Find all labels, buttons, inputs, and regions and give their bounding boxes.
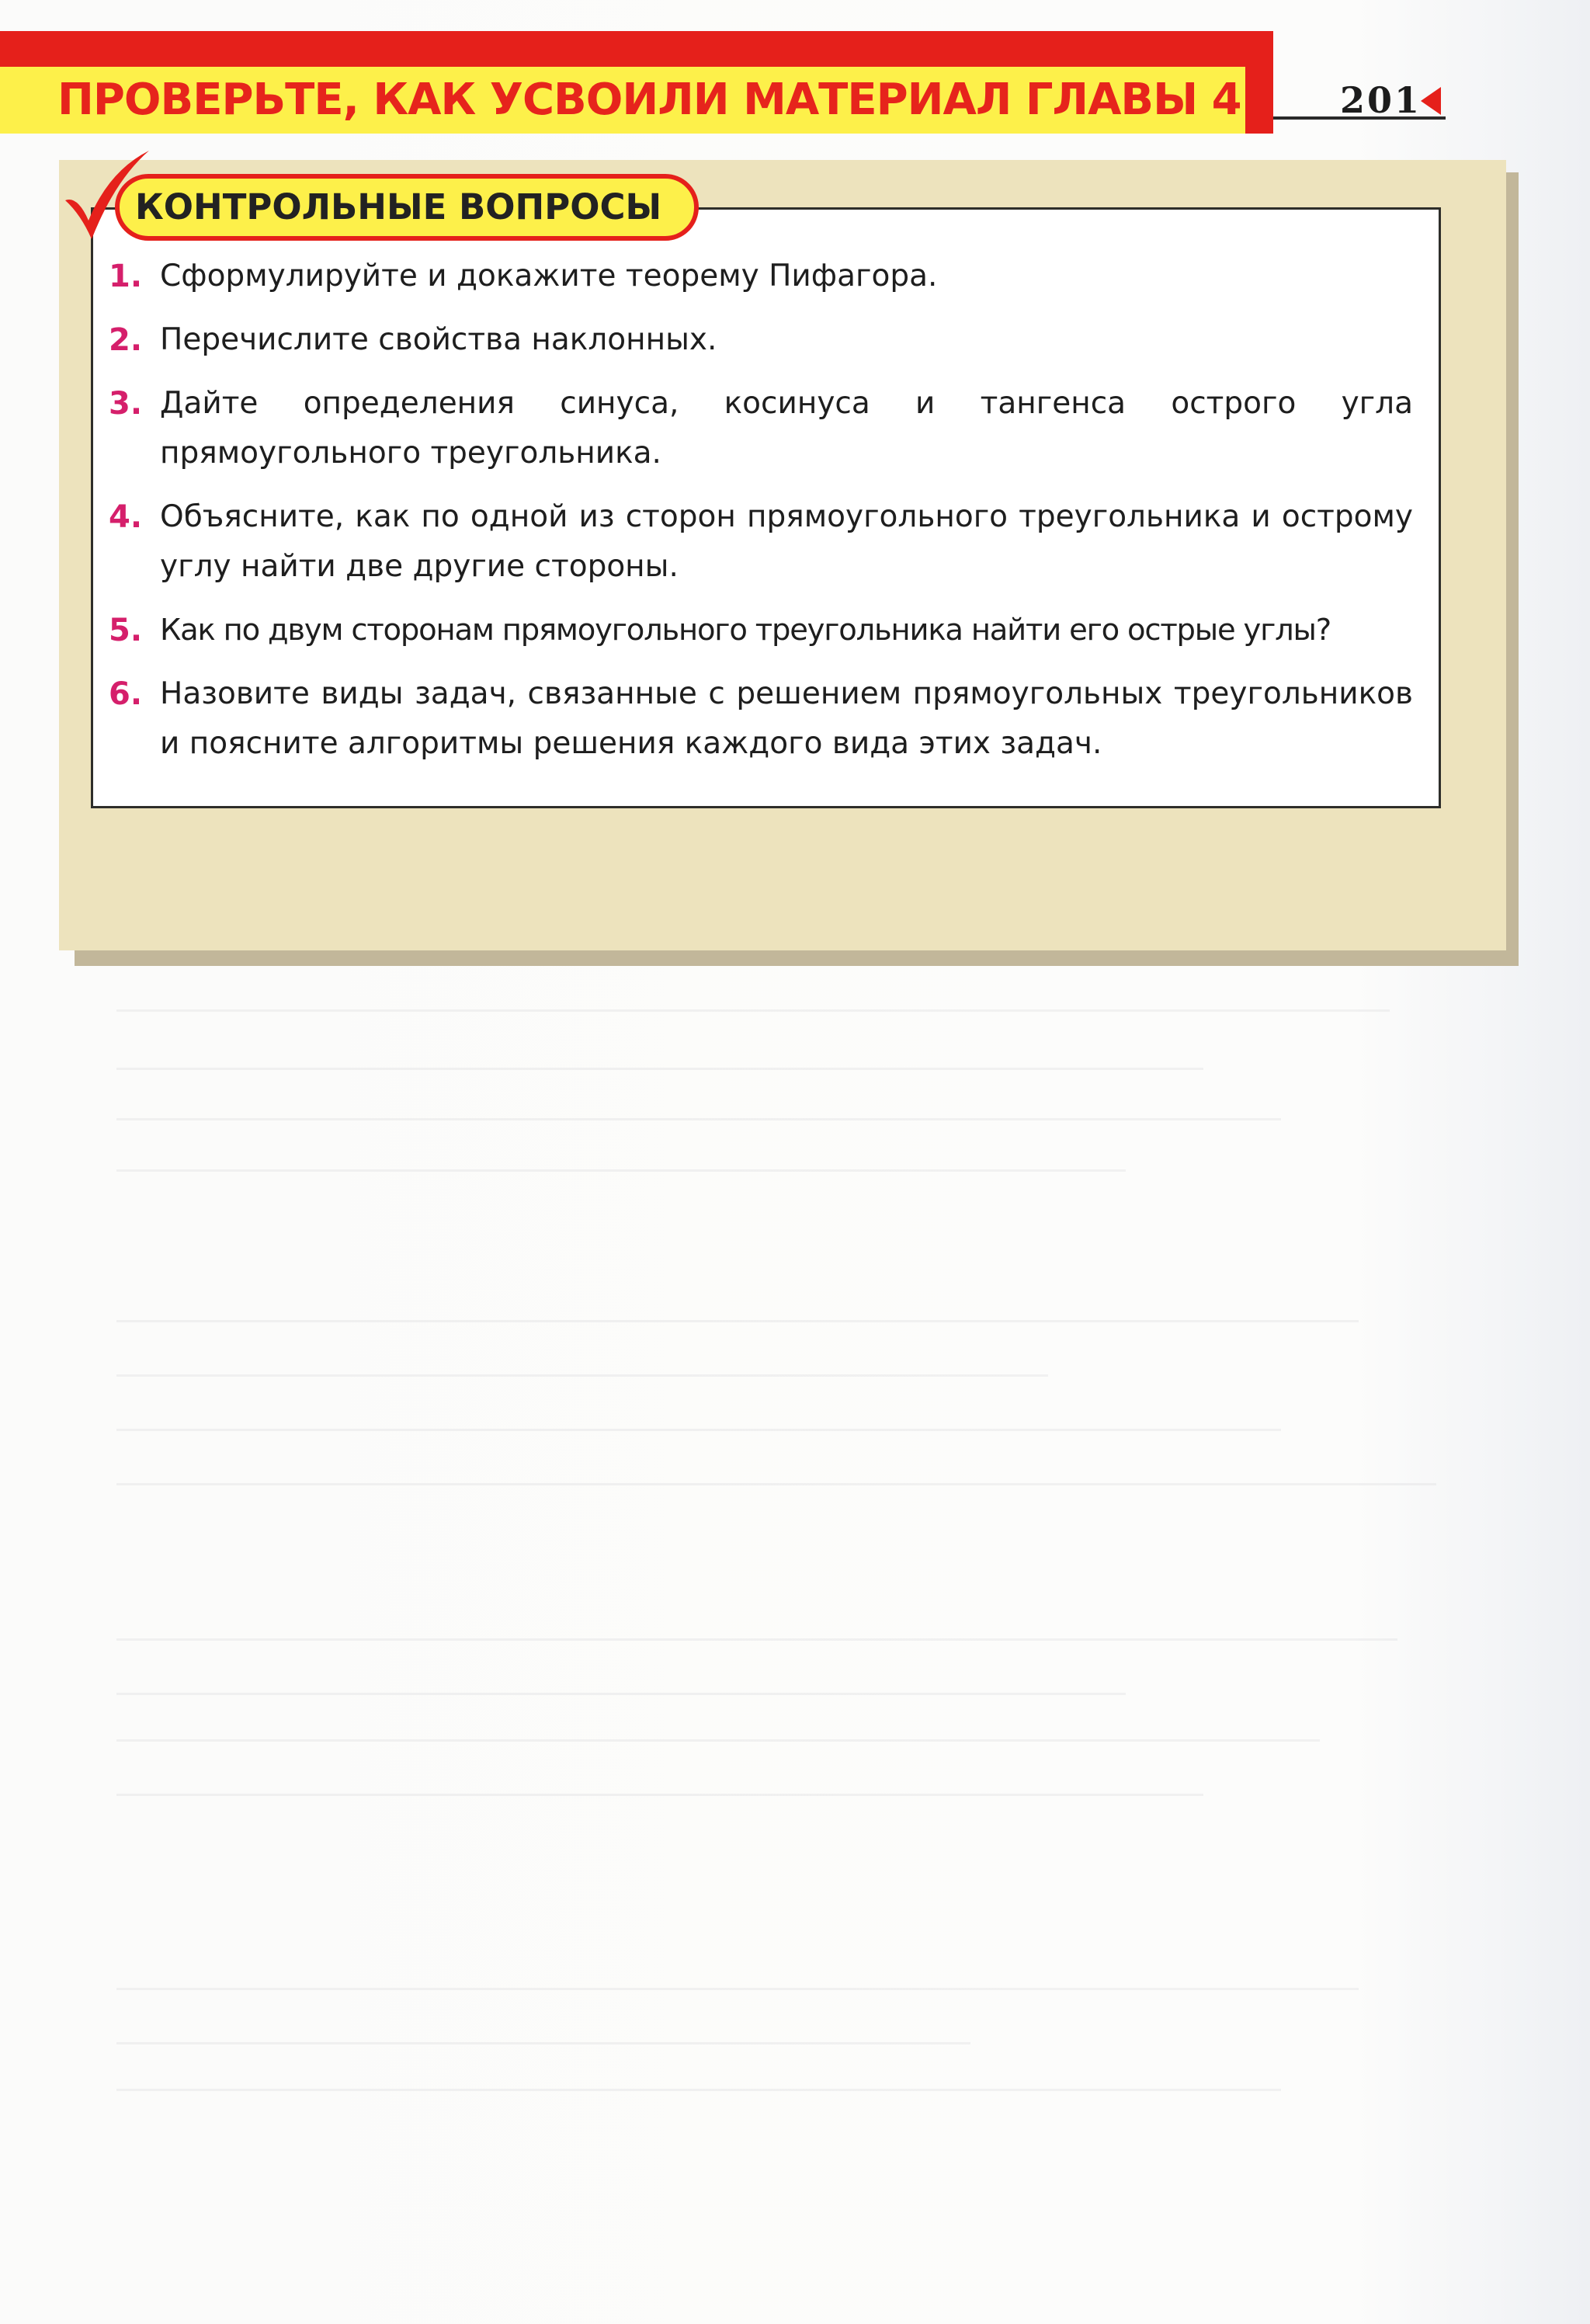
question-number: 3. — [109, 386, 143, 422]
bleed-through-line — [116, 1320, 1359, 1322]
questions-list — [109, 252, 1413, 783]
triangle-left-icon — [1421, 87, 1441, 115]
question-text: Дайте определения синуса, косинуса и тангенса острого угла прямоугольного треугольника. — [160, 386, 1413, 471]
question-item — [109, 606, 1413, 655]
question-item — [109, 669, 1413, 769]
question-number: 2. — [109, 322, 143, 358]
question-text: Перечислите свойства наклонных. — [160, 322, 717, 357]
bleed-through-line — [116, 1374, 1048, 1377]
question-number: 1. — [109, 259, 143, 294]
bleed-through-line — [116, 1483, 1436, 1485]
page-number: 201 — [1340, 79, 1422, 121]
bleed-through-line — [116, 1068, 1203, 1070]
bleed-through-line — [116, 1118, 1281, 1120]
bleed-through-line — [116, 1169, 1126, 1172]
chapter-review-title: ПРОВЕРЬТЕ, КАК УСВОИЛИ МАТЕРИАЛ ГЛАВЫ 4 — [57, 75, 1241, 125]
bleed-through-line — [116, 2089, 1281, 2091]
question-item — [109, 252, 1413, 301]
bleed-through-line — [116, 1739, 1320, 1742]
question-item — [109, 379, 1413, 478]
question-number: 4. — [109, 499, 143, 535]
bleed-through-line — [116, 1009, 1390, 1012]
bleed-through-line — [116, 1988, 1359, 1990]
question-item — [109, 315, 1413, 365]
bleed-through-line — [116, 2042, 970, 2044]
question-number: 5. — [109, 613, 143, 648]
bleed-through-line — [116, 1638, 1397, 1641]
section-title: КОНТРОЛЬНЫЕ ВОПРОСЫ — [135, 186, 662, 228]
bleed-through-line — [116, 1794, 1203, 1796]
question-text: Сформулируйте и докажите теорему Пифагора. — [160, 259, 938, 294]
question-text: Назовите виды задач, связанные с решением прямоугольных треугольников и поясните алгоритмы решения каждого вида этих задач. — [160, 676, 1413, 761]
bleed-through-line — [116, 1429, 1281, 1431]
question-text: Как по двум сторонам прямоугольного треугольника найти его острые углы? — [160, 613, 1331, 648]
question-item — [109, 492, 1413, 592]
question-number: 6. — [109, 676, 143, 712]
bleed-through-line — [116, 1693, 1126, 1695]
question-text: Объясните, как по одной из сторон прямоугольного треугольника и острому углу найти две другие стороны. — [160, 499, 1413, 584]
checkmark-icon — [54, 140, 163, 248]
